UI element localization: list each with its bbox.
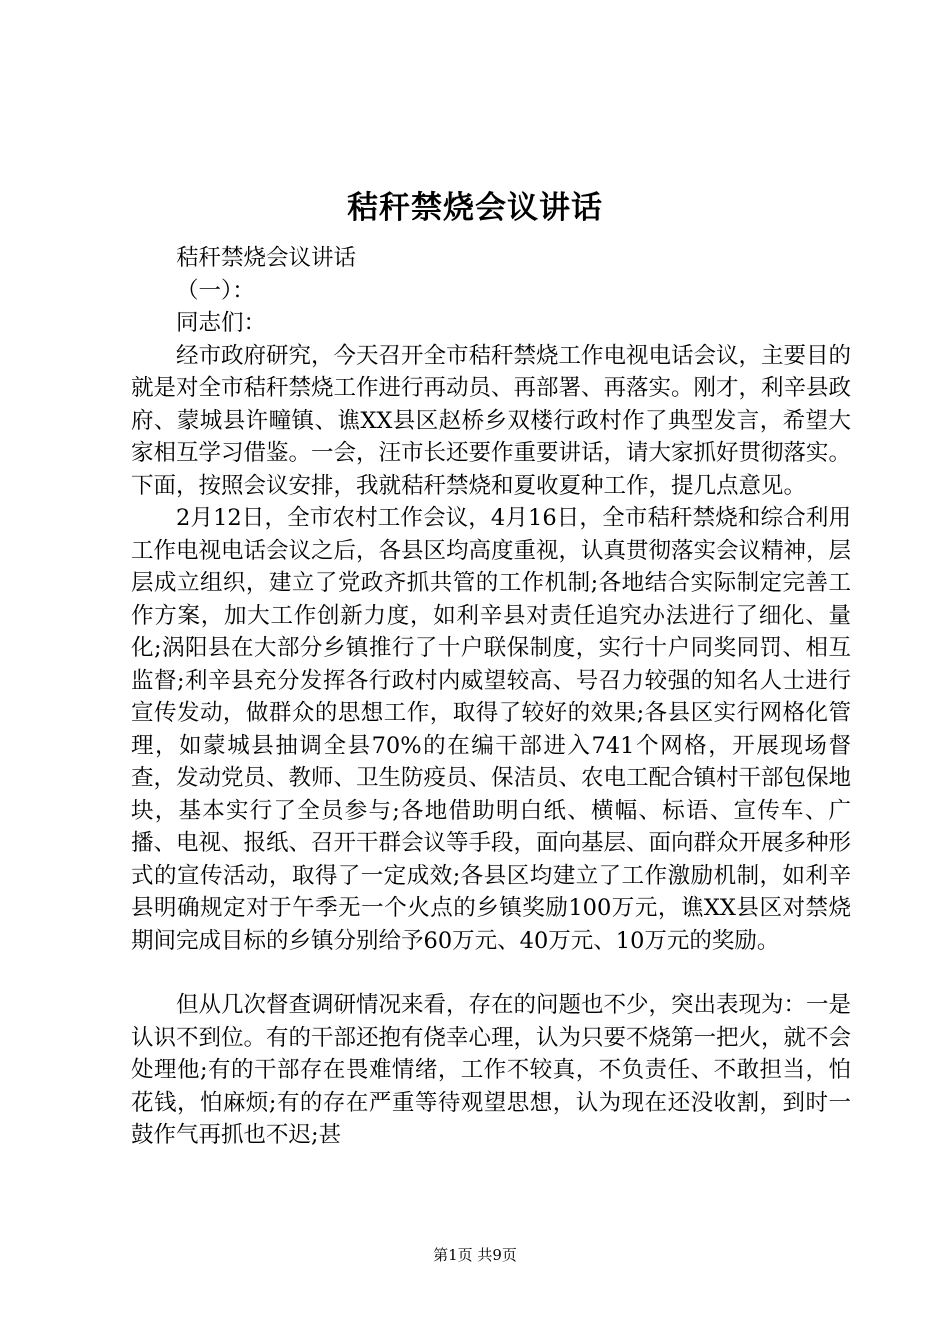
paragraph-intro: 经市政府研究，今天召开全市秸秆禁烧工作电视电话会议，主要目的就是对全市秸秆禁烧工作进行再动员、再部署、再落实。刚才，利辛县政府、蒙城县许疃镇、谯XX县区赵桥乡双楼行政村作了典型发言，希望大家相互学习借鉴。一会，汪市长还要作重要讲话，请大家抓好贯彻落实。下面，按照会议安排，我就秸秆禁烧和夏收夏种工作，提几点意见。 — [131, 342, 852, 499]
paragraph-section-marker: （一）： — [176, 277, 255, 304]
paragraph-subtitle: 秸秆禁烧会议讲话 — [176, 245, 357, 271]
document-body — [131, 242, 851, 1152]
document-title: 秸秆禁烧会议讲话 — [347, 190, 603, 226]
paragraph-salutation: 同志们： — [176, 310, 267, 336]
paragraph-problems: 但从几次督查调研情况来看，存在的问题也不少，突出表现为：一是认识不到位。有的干部还抱有侥幸心理，认为只要不烧第一把火，就不会处理他;有的干部存在畏难情绪，工作不较真，不负责任、不敢担当，怕花钱，怕麻烦;有的存在严重等待观望思想，认为现在还没收割，到时一鼓作气再抓也不迟;甚 — [131, 992, 852, 1148]
paragraph-progress: 2月12日，全市农村工作会议，4月16日，全市秸秆禁烧和综合利用工作电视电话会议之后，各县区均高度重视，认真贯彻落实会议精神，层层成立组织，建立了党政齐抓共管的工作机制;各地结合实际制定完善工作方案，加大工作创新力度，如利辛县对责任追究办法进行了细化、量化;涡阳县在大部分乡镇推行了十户联保制度，实行十户同奖同罚、相互监督;利辛县充分发挥各行政村内威望较高、号召力较强的知名人士进行宣传发动，做群众的思想工作，取得了较好的效果;各县区实行网格化管理，如蒙城县抽调全县70%的在编干部进入741个网格，开展现场督查，发动党员、教师、卫生防疫员、保洁员、农电工配合镇村干部包保地块，基本实行了全员参与;各地借助明白纸、横幅、标语、宣传车、广播、电视、报纸、召开干群会议等手段，面向基层、面向群众开展多种形式的宣传活动，取得了一定成效;各县区均建立了工作激励机制，如利辛县明确规定对于午季无一个火点的乡镇奖励100万元，谯XX县区对禁烧期间完成目标的乡镇分别给予60万元、40万元、10万元的奖励。 — [131, 505, 852, 954]
page-number-footer: 第1页 共9页 — [433, 1246, 517, 1264]
